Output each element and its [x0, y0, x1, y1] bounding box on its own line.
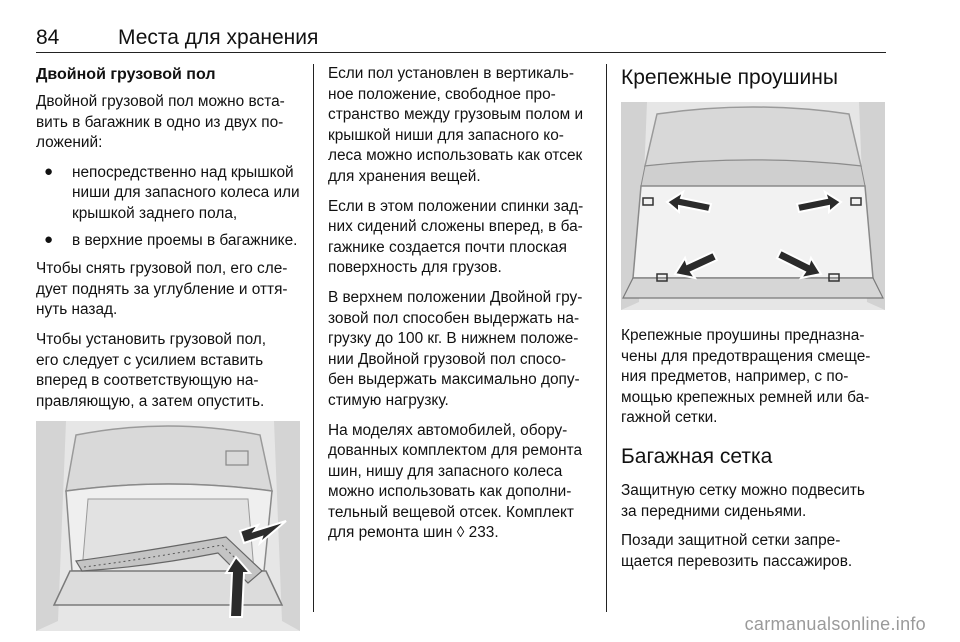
- section-heading-lashing-eyes: Крепежные проушины: [621, 66, 838, 89]
- install-paragraph: Чтобы установить грузовой пол, его следует с усилием вставить вперед в соответствующую на- правляющую, а затем опустить.: [36, 330, 267, 410]
- column-divider-2: [606, 64, 607, 612]
- column-divider-1: [313, 64, 314, 612]
- page-reference-link[interactable]: 233.: [468, 524, 499, 542]
- paragraph-vertical-position: Если пол установлен в вертикаль- ное положение, свободное про- странство между грузовым полом и крышкой ниши для запасного ко- леса можно использовать как отсек для хранения вещей.: [328, 65, 584, 185]
- position-list: [36, 163, 302, 251]
- bullet-icon: ●: [44, 162, 54, 180]
- paragraph-load-capacity: В верхнем положении Двойной гру- зовой пол способен выдержать на- грузку до 100 кг. В нижнем положе- нии Двойной грузовой пол спосо- бен выдержать максимально допу- стимую нагрузку.: [328, 288, 583, 409]
- column-2: [328, 64, 598, 553]
- list-item: ● в верхние проемы в багажнике.: [44, 230, 298, 249]
- intro-paragraph: Двойной грузовой пол можно вста- вить в багажник в одно из двух по- ложений:: [36, 93, 285, 152]
- header-rule: [36, 52, 886, 53]
- paragraph-net-warning: Позади защитной сетки запре- щается перевозить пассажиров.: [621, 532, 853, 570]
- section-heading-double-floor: Двойной грузовой пол: [36, 66, 216, 83]
- list-item: ● непосредственно над крышкой ниши для запасного колеса или крышкой заднего пола,: [44, 162, 300, 222]
- column-1: [36, 64, 302, 631]
- watermark: carmanualsonline.info: [744, 614, 926, 634]
- paragraph-flat-surface: Если в этом положении спинки зад- них сидений сложены вперед, в ба- гажнике создается почти плоская поверхность для грузов.: [328, 197, 584, 277]
- remove-paragraph: Чтобы снять грузовой пол, его сле- дует поднять за углубление и оття- нуть назад.: [36, 260, 288, 319]
- paragraph-repair-kit: На моделях автомобилей, обору- дованных комплектом для ремонта шин, нишу для запасного колеса можно использовать как дополни- тельный вещевой отсек. Комплект для ремонта шин ◊ 233.: [328, 421, 583, 542]
- section-heading-luggage-net: Багажная сетка: [621, 444, 773, 468]
- column-3: [621, 64, 887, 581]
- bullet-icon: ●: [44, 230, 54, 248]
- paragraph-net-mount: Защитную сетку можно подвесить за передними сиденьями.: [621, 481, 865, 520]
- lashing-eyes-figure: [621, 102, 885, 310]
- cargo-floor-figure: [36, 421, 300, 631]
- page-number: 84: [36, 26, 60, 49]
- page-title: Места для хранения: [118, 26, 319, 49]
- paragraph-lashing-eyes: Крепежные проушины предназна- чены для предотвращения смеще- ния предметов, например, с по- мощью крепежных ремней или ба- гажной сетки.: [621, 327, 871, 427]
- page-reference-icon: ◊: [456, 524, 465, 542]
- page-header: [36, 26, 886, 54]
